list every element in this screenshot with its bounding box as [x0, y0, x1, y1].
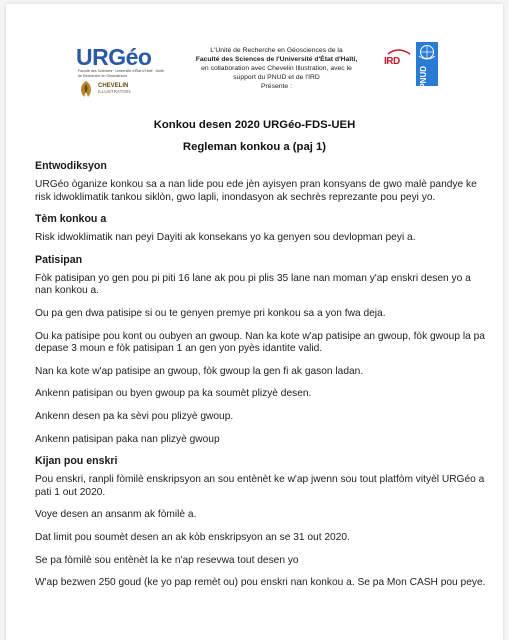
document-header	[6, 4, 503, 114]
urgeo-logo	[76, 44, 176, 76]
section-paragraph: Voye desen an ansanm ak fòmilè a.	[35, 509, 197, 521]
intro-line: Présente :	[261, 83, 292, 90]
intro-line: L'Unité de Recherche en Géosciences de la	[210, 47, 343, 54]
section-heading: Entwodiksyon	[35, 160, 107, 172]
section-paragraph: Ankenn patisipan paka nan plizyè gwoup	[35, 433, 220, 445]
urgeo-logo-eo: éo	[125, 44, 152, 70]
section-paragraph: Pou enskri, ranpli fòmilè enskripsyon an sou entènèt ke w'ap jwenn sou tout platfòm vityèl URGéo a pati 1 out 2020.	[35, 474, 485, 498]
document-subtitle: Regleman konkou a (paj 1)	[182, 141, 327, 153]
urgeo-logo-ur: URG	[76, 44, 126, 70]
section-paragraph: Ou ka patisipe pou kont ou oubyen an gwoup. Nan ka kote w'ap patisipe an gwoup, fòk gwoup la pa depase 3 moun e fòk patisipan 1 an gen yon pyès idantite valid.	[35, 330, 485, 355]
intro-line: support du PNUD et de l'IRD	[233, 74, 320, 81]
urgeo-logo-subtitle: Faculté des Sciences · Université d'État d'Haïti · Unité de Recherche en Géosciences	[78, 69, 165, 78]
chevelin-mark-icon	[78, 80, 94, 98]
section-paragraph: URGéo òganize konkou sa a nan lide pou ede jèn ayisyen pran konsyans de gwo malè pandye ke risk idwoklimatik tankou siklòn, gwo lapli, inondasyon ak sechrès reprezante pou peyi yo.	[35, 179, 477, 203]
document-page	[6, 4, 503, 640]
chevelin-logo	[78, 80, 168, 100]
un-emblem-icon	[416, 42, 438, 62]
intro-text	[174, 46, 379, 91]
ird-logo	[384, 48, 414, 76]
section-paragraph: W'ap bezwen 250 goud (ke yo pap remèt ou) pou enskri nan konkou a. Se pa Mon CASH pou peye.	[35, 577, 486, 589]
pnud-logo	[416, 42, 438, 89]
chevelin-logo-name: CHEVELIN	[98, 83, 129, 89]
section-paragraph: Dat limit pou soumèt desen an ak kòb enskripsyon an se 31 out 2020.	[35, 531, 350, 543]
section-paragraph: Ou pa gen dwa patisipe si ou te genyen premye pri konkou sa a yon fwa deja.	[35, 307, 386, 319]
chevelin-logo-tagline: ILLUSTRATION	[98, 89, 131, 94]
section-paragraph: Se pa fòmilè sou entènèt la ke n'ap resevwa tout desen yo	[35, 554, 299, 566]
intro-line: en collaboration avec Chevelin Illustration, avec le	[201, 65, 352, 72]
section-paragraph: Ankenn desen pa ka sèvi pou plizyè gwoup.	[35, 410, 234, 422]
pnud-logo-text: PNUD	[419, 66, 428, 89]
document-body	[35, 160, 487, 590]
ird-logo-text: IRD	[384, 56, 400, 67]
section-paragraph: Ankenn patisipan ou byen gwoup pa ka soumèt plizyè desen.	[35, 388, 312, 400]
section-heading: Kijan pou enskri	[35, 455, 118, 468]
document-title: Konkou desen 2020 URGéo-FDS-UEH	[153, 119, 356, 131]
intro-line: Faculté des Sciences de l'Université d'État d'Haïti,	[195, 56, 358, 63]
section-paragraph: Fòk patisipan yo gen pou pi piti 16 lane ak pou pi plis 35 lane nan moman y'ap enskri desen yo a nan konkou a.	[35, 272, 471, 297]
section-heading: Tèm konkou a	[35, 213, 107, 226]
section-heading: Patisipan	[35, 253, 83, 266]
section-paragraph: Nan ka kote w'ap patisipe an gwoup, fòk gwoup la gen fi ak gason ladan.	[35, 365, 364, 377]
section-paragraph: Risk idwoklimatik nan peyi Dayiti ak konsekans yo ka genyen sou devlopman peyi a.	[35, 232, 416, 244]
